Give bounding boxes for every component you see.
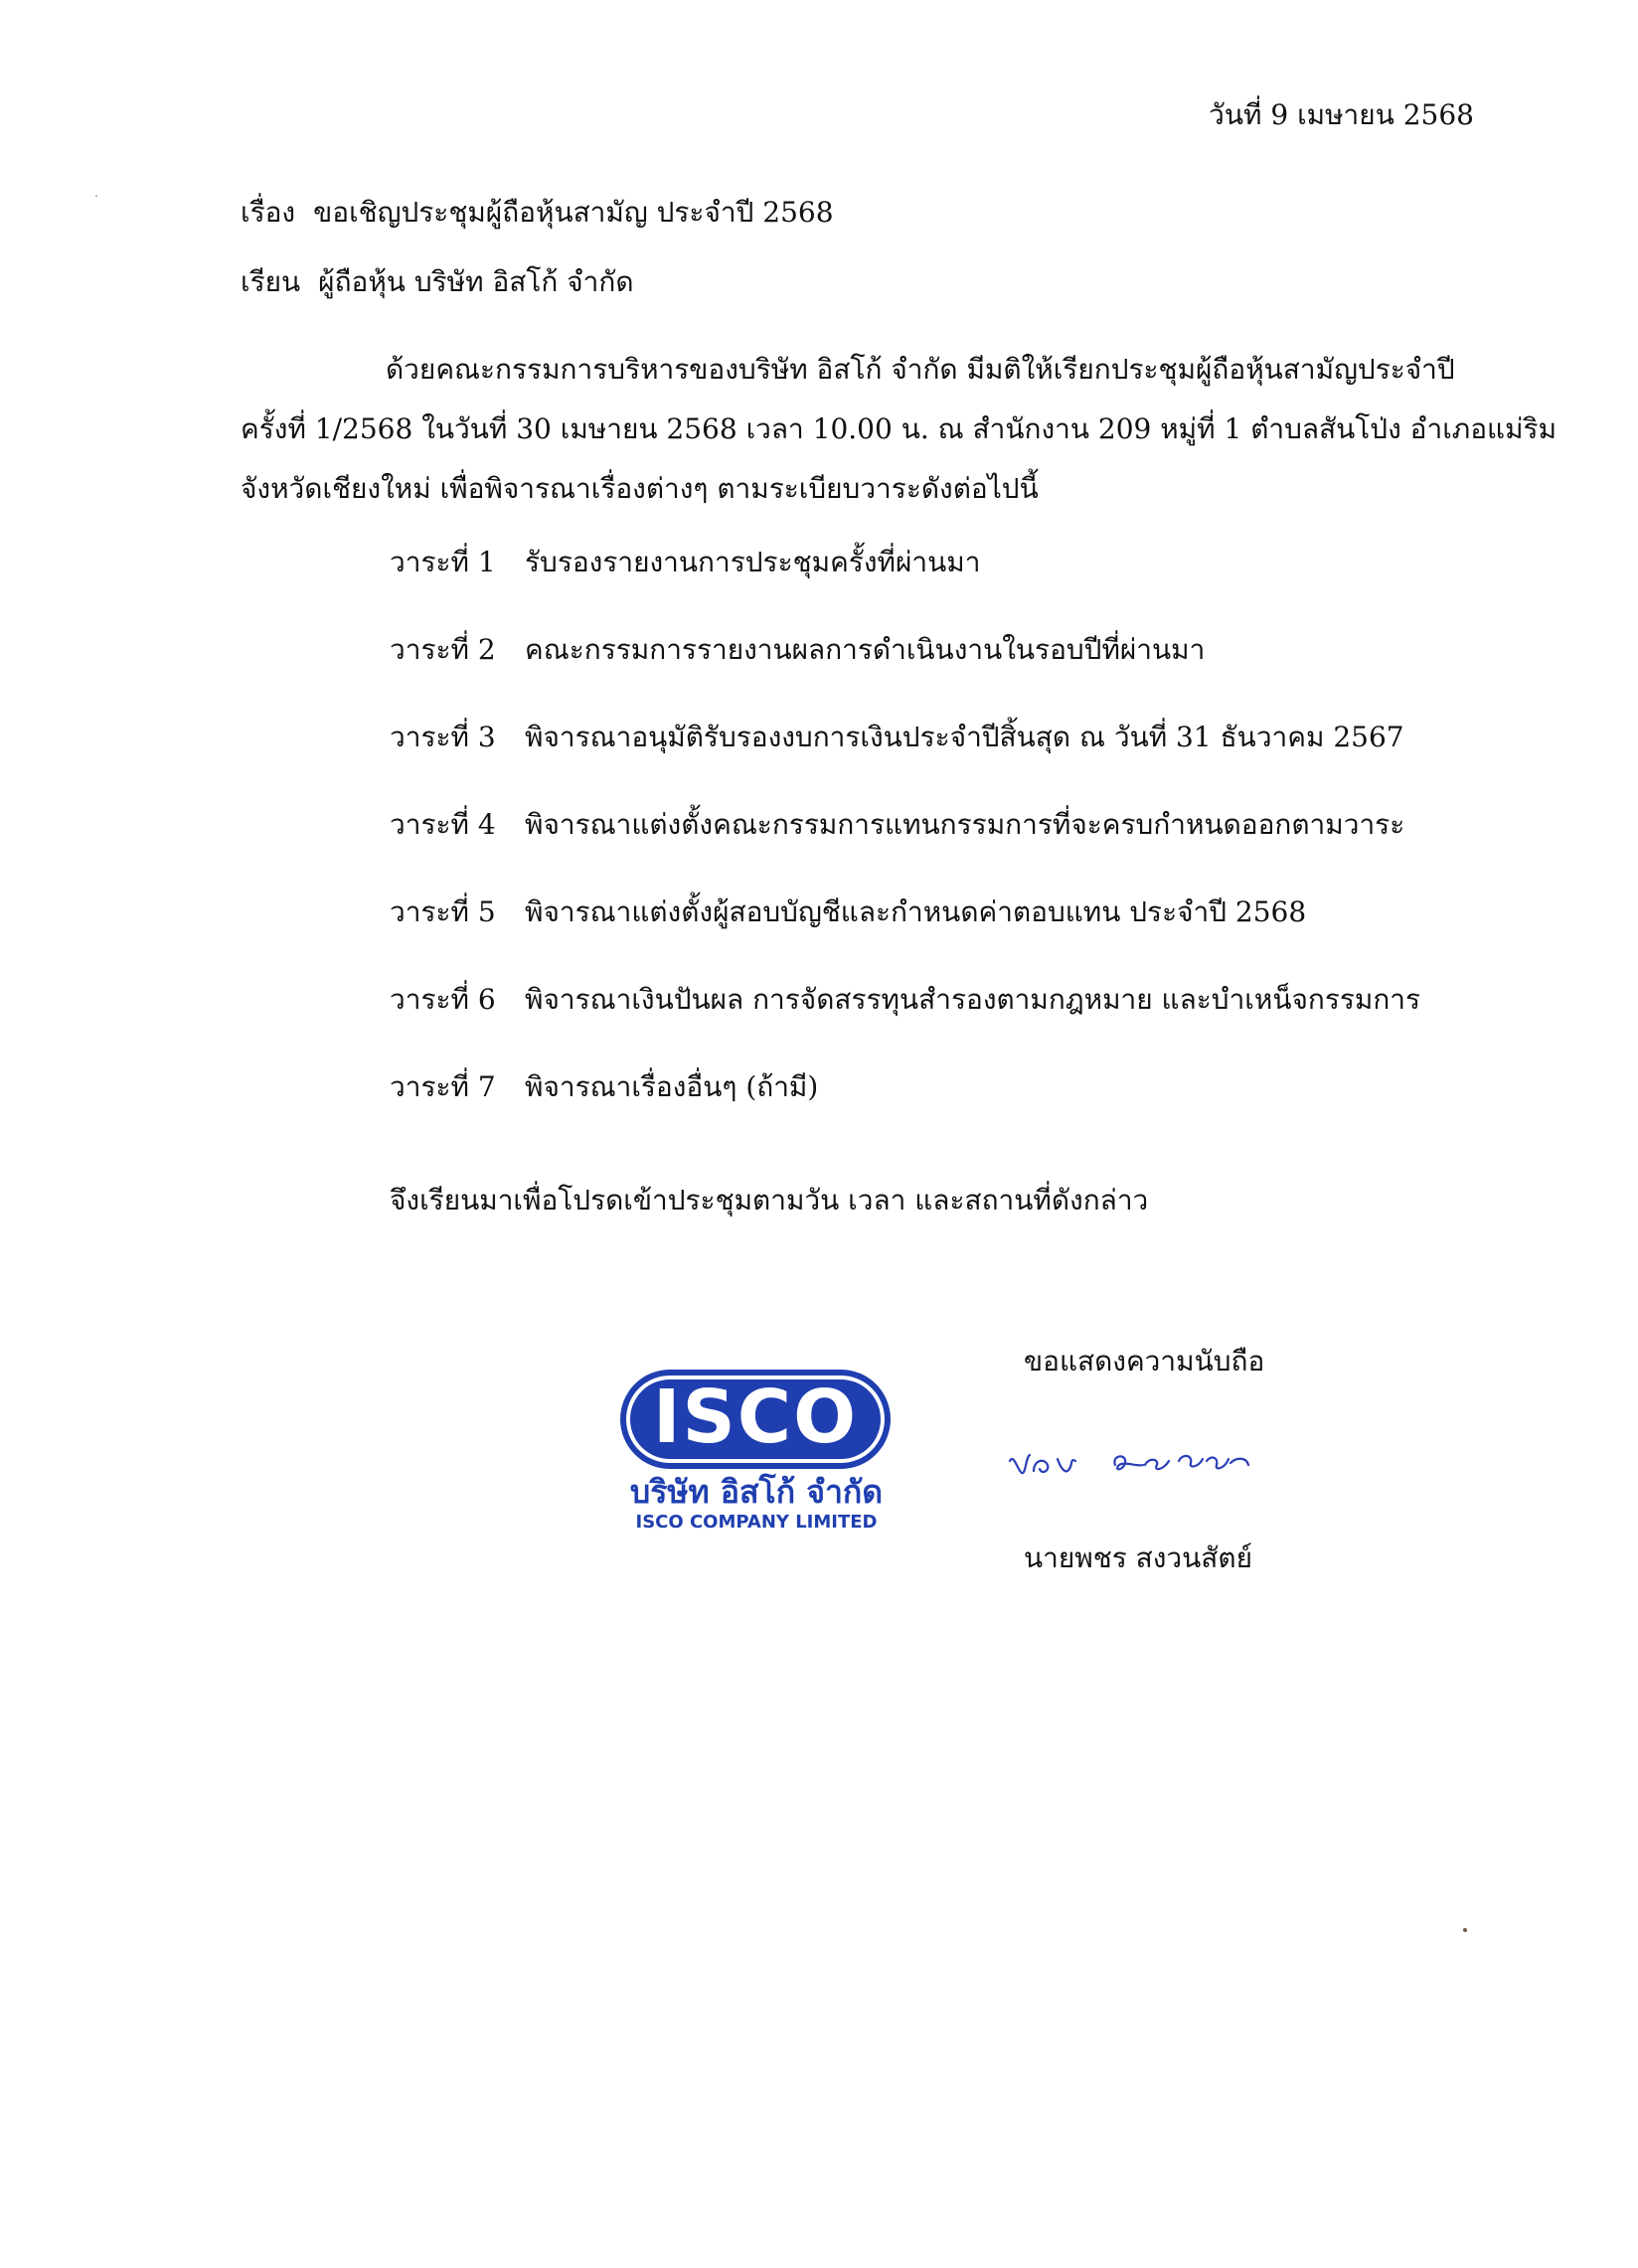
subject-label: เรื่อง (241, 196, 296, 229)
agenda-number: วาระที่ 2 (390, 633, 496, 666)
agenda-text: พิจารณาอนุมัติรับรองงบการเงินประจำปีสิ้นสุด ณ วันที่ 31 ธันวาคม 2567 (525, 721, 1404, 753)
agenda-number: วาระที่ 6 (390, 983, 496, 1016)
scan-speck (1463, 1928, 1467, 1932)
subject-text: ขอเชิญประชุมผู้ถือหุ้นสามัญ ประจำปี 2568 (313, 196, 834, 229)
agenda-number: วาระที่ 1 (390, 546, 496, 578)
agenda-item (390, 892, 1420, 980)
agenda-item (390, 543, 1420, 630)
agenda-number: วาระที่ 3 (390, 721, 496, 753)
signer-name: นายพชร สงวนสัตย์ (1024, 1541, 1252, 1574)
body-paragraph-line-2: ครั้งที่ 1/2568 ในวันที่ 30 เมษายน 2568 เวลา 10.00 น. ณ สำนักงาน 209 หมู่ที่ 1 ตำบลสันโป่ง อำเภอแม่ริม (241, 412, 1557, 445)
letter-date: วันที่ 9 เมษายน 2568 (1209, 98, 1474, 131)
agenda-number: วาระที่ 7 (390, 1070, 496, 1103)
agenda-number: วาระที่ 4 (390, 808, 496, 841)
regards-line: ขอแสดงความนับถือ (1024, 1345, 1265, 1377)
agenda-text: พิจารณาแต่งตั้งผู้สอบบัญชีและกำหนดค่าตอบแทน ประจำปี 2568 (525, 895, 1307, 928)
recipient-label: เรียน (241, 265, 301, 298)
agenda-list (390, 543, 1420, 1155)
body-paragraph-line-1: ด้วยคณะกรรมการบริหารของบริษัท อิสโก้ จำกัด มีมติให้เรียกประชุมผู้ถือหุ้นสามัญประจำปี (386, 353, 1455, 386)
agenda-item (390, 718, 1420, 805)
company-logo (612, 1370, 901, 1539)
logo-english-name: ISCO COMPANY LIMITED (635, 1512, 878, 1533)
recipient-line (241, 262, 634, 302)
recipient-text: ผู้ถือหุ้น บริษัท อิสโก้ จำกัด (318, 265, 634, 298)
agenda-text: พิจารณาแต่งตั้งคณะกรรมการแทนกรรมการที่จะครบกำหนดออกตามวาระ (525, 808, 1405, 841)
logo-thai-name: บริษัท อิสโก้ จำกัด (629, 1473, 884, 1511)
scan-speck (95, 195, 97, 197)
agenda-item (390, 980, 1420, 1067)
subject-line (241, 193, 834, 233)
closing-sentence: จึงเรียนมาเพื่อโปรดเข้าประชุมตามวัน เวลา และสถานที่ดังกล่าว (390, 1184, 1149, 1216)
agenda-text: รับรองรายงานการประชุมครั้งที่ผ่านมา (525, 546, 981, 578)
agenda-text: พิจารณาเงินปันผล การจัดสรรทุนสำรองตามกฎหมาย และบำเหน็จกรรมการ (525, 983, 1421, 1016)
logo-wordmark: ISCO (652, 1375, 859, 1460)
agenda-item (390, 630, 1420, 718)
logo-badge (620, 1370, 891, 1469)
body-paragraph-line-3: จังหวัดเชียงใหม่ เพื่อพิจารณาเรื่องต่างๆ ตามระเบียบวาระดังต่อไปนี้ (241, 472, 1039, 505)
agenda-item (390, 805, 1420, 892)
agenda-number: วาระที่ 5 (390, 895, 496, 928)
agenda-item (390, 1067, 1420, 1155)
handwritten-signature (1004, 1431, 1262, 1501)
agenda-text: คณะกรรมการรายงานผลการดำเนินงานในรอบปีที่ผ่านมา (525, 633, 1206, 666)
agenda-text: พิจารณาเรื่องอื่นๆ (ถ้ามี) (525, 1070, 819, 1103)
